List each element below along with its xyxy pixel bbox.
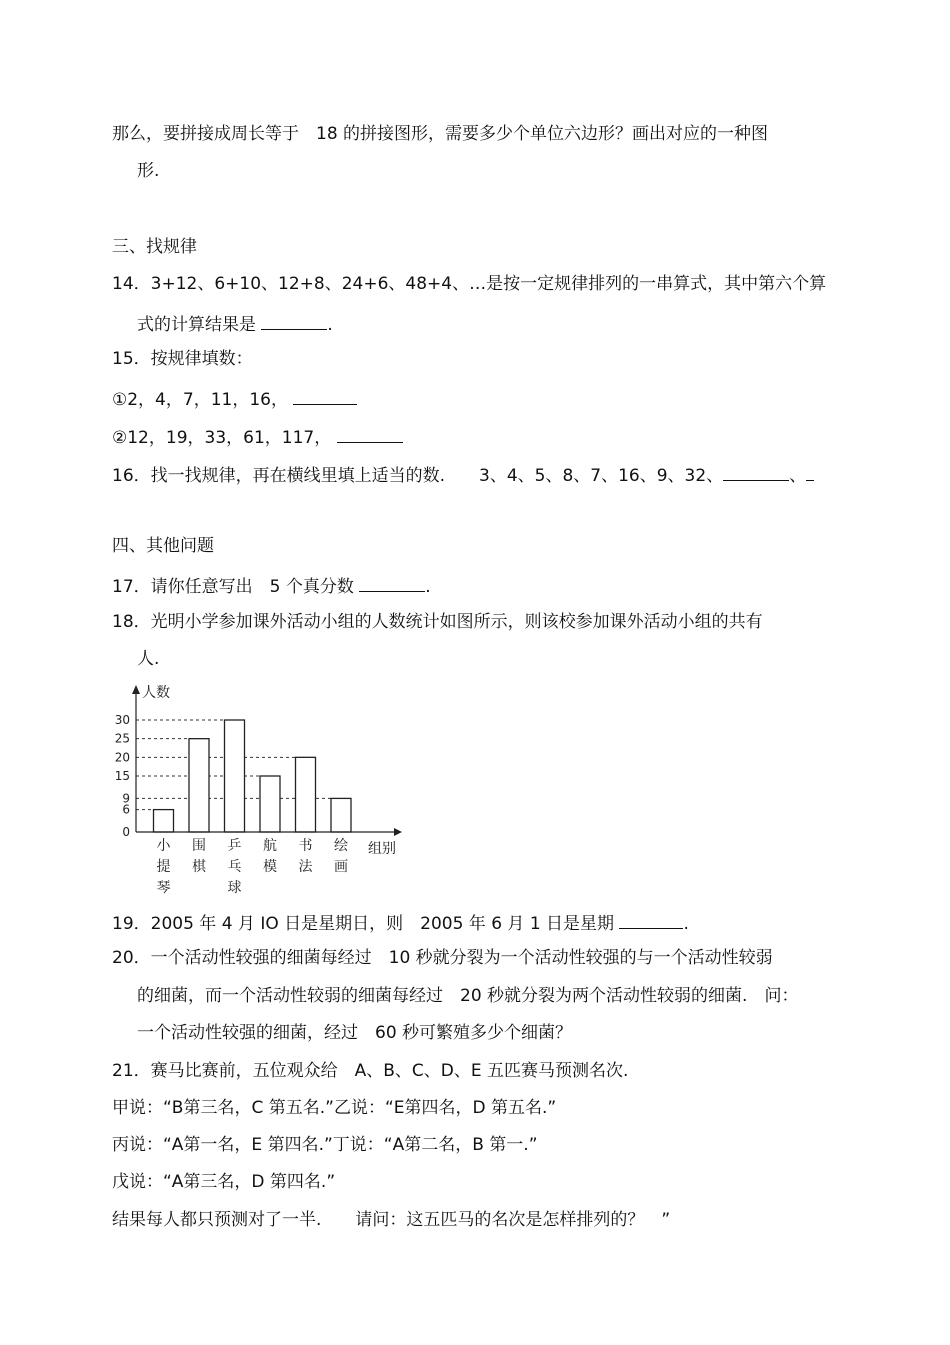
y-axis-label: 人数 xyxy=(142,685,170,701)
q20-line3: 一个活动性较强的细菌，经过 60 秒可繁殖多少个细菌？ xyxy=(137,1023,573,1043)
q20-line2: 的细菌，而一个活动性较弱的细菌每经过 20 秒就分裂为两个活动性较弱的细菌. 问： xyxy=(137,986,799,1006)
x-tick-label: 法 xyxy=(298,859,313,875)
section-4-heading: 四、其他问题 xyxy=(112,536,214,556)
q21-jia: 甲说：“B第三名，C 第五名.”乙说：“E第四名，D 第五名.” xyxy=(112,1098,557,1118)
q15-part2-text: ②12，19，33，61，117， xyxy=(112,428,332,448)
x-tick-label: 模 xyxy=(263,859,277,875)
q17: 17．请你任意写出 5 个真分数 . xyxy=(112,573,431,598)
answer-blank xyxy=(359,573,425,592)
y-tick-label: 15 xyxy=(114,769,130,783)
x-axis-label: 组别 xyxy=(368,841,396,857)
x-tick-label: 球 xyxy=(227,880,242,896)
q14-line1: 14．3+12、6+10、12+8、24+6、48+4、…是按一定规律排列的一串算式，其中第六个算 xyxy=(112,274,827,294)
bar-3 xyxy=(260,776,280,832)
answer-blank xyxy=(293,386,357,405)
x-tick-label: 琴 xyxy=(156,880,171,896)
q21-line1: 21．赛马比赛前，五位观众给 A、B、C、D、E 五匹赛马预测名次. xyxy=(112,1061,629,1081)
q15-part1-text: ①2，4，7，11，16， xyxy=(112,390,288,410)
x-category-labels xyxy=(157,837,349,896)
x-tick-label: 航 xyxy=(263,838,277,854)
q14-text: 式的计算结果是 xyxy=(137,315,256,335)
bar-4 xyxy=(296,757,316,832)
y-tick-labels xyxy=(115,713,130,839)
q15-part1 xyxy=(112,386,357,411)
y-axis-arrow xyxy=(132,685,140,694)
x-tick-label: 乓 xyxy=(227,859,242,875)
x-tick-label: 绘 xyxy=(334,838,348,854)
y-tick-label: 30 xyxy=(114,713,130,727)
x-tick-label: 提 xyxy=(156,859,171,875)
x-tick-label: 小 xyxy=(156,838,171,854)
q19-text: 19．2005 年 4 月 IO 日是星期日，则 2005 年 6 月 1 日是星期 xyxy=(112,914,615,934)
q15-part2 xyxy=(112,424,403,449)
bar-5 xyxy=(331,798,351,832)
q21-bing: 丙说：“A第一名，E 第四名.”丁说：“A第二名，B 第一.” xyxy=(112,1135,538,1155)
q19: 19．2005 年 4 月 IO 日是星期日，则 2005 年 6 月 1 日是星期 . xyxy=(112,910,689,935)
q15-title: 15．按规律填数： xyxy=(112,349,253,369)
x-tick-label: 棋 xyxy=(192,859,206,875)
x-tick-label: 书 xyxy=(298,838,313,854)
bar-1 xyxy=(189,739,209,832)
q18-line2: 人. xyxy=(137,649,160,669)
x-axis-arrow xyxy=(394,828,402,836)
answer-blank xyxy=(619,910,683,929)
bar-2 xyxy=(225,720,245,832)
q13-text-line2: 形. xyxy=(137,161,160,181)
q18-line1: 18．光明小学参加课外活动小组的人数统计如图所示，则该校参加课外活动小组的共有 xyxy=(112,612,763,632)
x-tick-label: 画 xyxy=(334,859,348,875)
answer-blank xyxy=(337,424,403,443)
q21-end: 结果每人都只预测对了一半. 请问：这五匹马的名次是怎样排列的？ ” xyxy=(112,1210,671,1230)
x-tick-label: 围 xyxy=(192,838,206,854)
q16: 16．找一找规律，再在横线里填上适当的数. 3、4、5、8、7、16、9、32、 、 xyxy=(112,462,814,487)
x-tick-label: 乒 xyxy=(227,838,242,854)
y-tick-label: 9 xyxy=(122,791,130,806)
answer-blank xyxy=(806,462,814,481)
bar-chart xyxy=(112,682,402,896)
y-tick-label: 0 xyxy=(122,825,130,839)
answer-blank xyxy=(723,462,789,481)
answer-blank xyxy=(261,311,327,330)
q14-line2: 式的计算结果是 . xyxy=(137,311,333,336)
y-tick-label: 25 xyxy=(114,731,130,746)
bar-0 xyxy=(154,810,174,832)
q13-text-line1: 那么，要拼接成周长等于 18 的拼接图形，需要多少个单位六边形？画出对应的一种图 xyxy=(112,124,769,144)
q21-wu: 戊说：“A第三名，D 第四名.” xyxy=(112,1172,336,1192)
section-3-heading: 三、找规律 xyxy=(112,237,197,257)
q16-text: 16．找一找规律，再在横线里填上适当的数. 3、4、5、8、7、16、9、32、 xyxy=(112,466,724,486)
y-tick-label: 20 xyxy=(114,750,130,765)
q17-text: 17．请你任意写出 5 个真分数 xyxy=(112,577,354,597)
y-tick-label: 6 xyxy=(122,802,130,817)
q20-line1: 20．一个活动性较强的细菌每经过 10 秒就分裂为一个活动性较强的与一个活动性较弱 xyxy=(112,948,773,968)
